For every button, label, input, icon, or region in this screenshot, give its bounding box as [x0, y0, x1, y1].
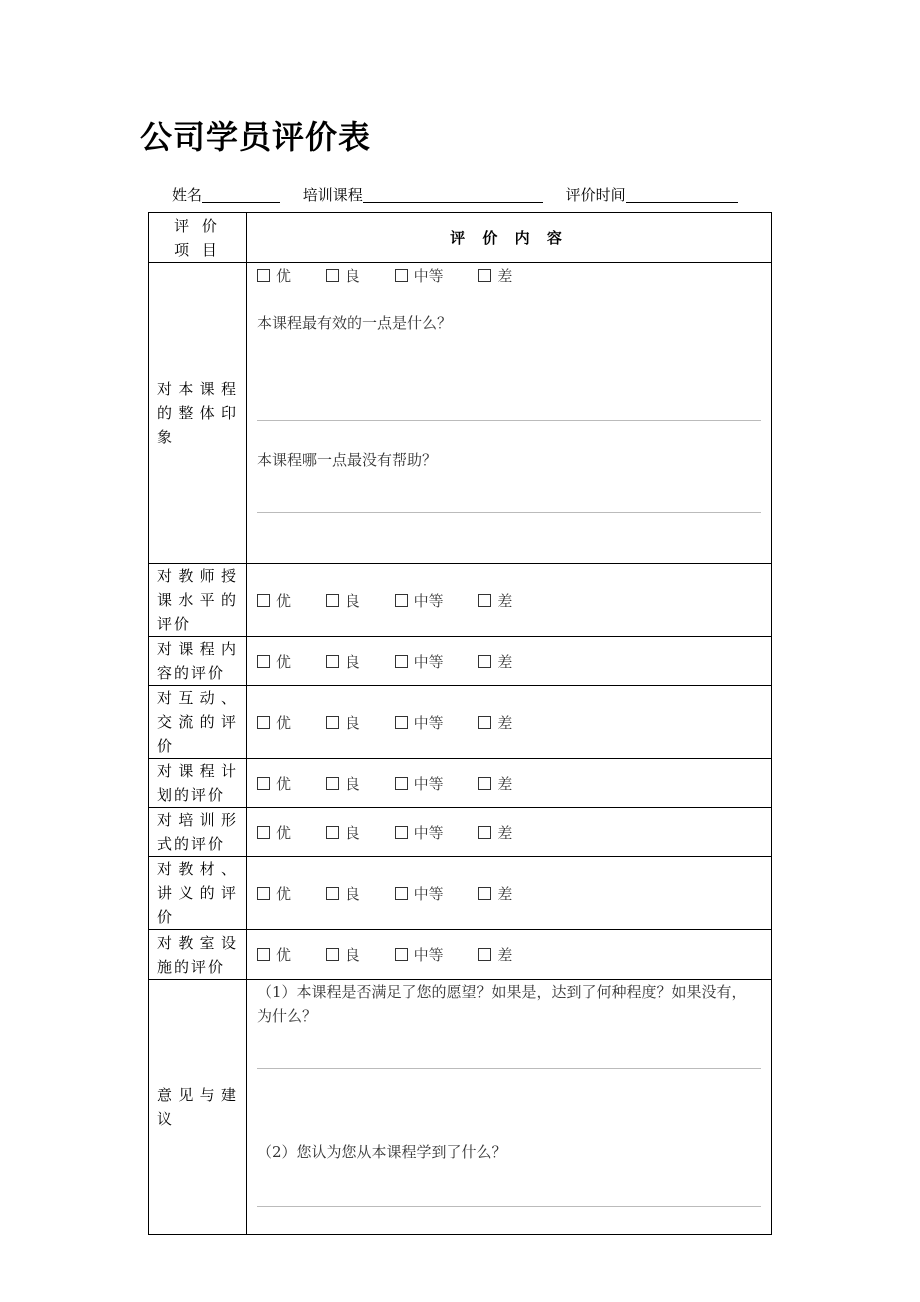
checkbox-icon[interactable]: [326, 655, 339, 668]
overall-content: [247, 263, 772, 564]
course-blank[interactable]: [363, 186, 543, 203]
checkbox-icon[interactable]: [395, 948, 408, 961]
answer-line-2[interactable]: [257, 512, 761, 513]
name-blank[interactable]: [202, 186, 280, 203]
rating-label-format: 对培训形式的评价: [149, 808, 247, 857]
checkbox-icon[interactable]: [395, 594, 408, 607]
option-poor[interactable]: 差: [478, 712, 512, 733]
option-good[interactable]: 良: [326, 822, 360, 843]
checkbox-icon[interactable]: [478, 948, 491, 961]
option-good[interactable]: 良: [326, 944, 360, 965]
rating-row-facilities: [149, 930, 772, 980]
option-average[interactable]: 中等: [395, 590, 444, 611]
checkbox-icon[interactable]: [395, 269, 408, 282]
option-poor[interactable]: 差: [478, 822, 512, 843]
option-poor[interactable]: 差: [478, 883, 512, 904]
checkbox-icon[interactable]: [257, 269, 270, 282]
option-average[interactable]: 中等: [395, 265, 444, 286]
header-content-cell: 评 价 内 容: [247, 213, 772, 263]
rating-row-format: [149, 808, 772, 857]
checkbox-icon[interactable]: [326, 887, 339, 900]
checkbox-icon[interactable]: [478, 269, 491, 282]
checkbox-icon[interactable]: [257, 655, 270, 668]
option-good[interactable]: 良: [326, 590, 360, 611]
option-excellent[interactable]: 优: [257, 712, 291, 733]
suggestions-row: [149, 980, 772, 1235]
checkbox-icon[interactable]: [326, 826, 339, 839]
rating-label-teacher: 对教师授课水平的评价: [149, 564, 247, 637]
checkbox-icon[interactable]: [478, 594, 491, 607]
checkbox-icon[interactable]: [395, 716, 408, 729]
checkbox-icon[interactable]: [478, 826, 491, 839]
rating-row-materials: [149, 857, 772, 930]
rating-row-plan: [149, 759, 772, 808]
option-excellent[interactable]: 优: [257, 822, 291, 843]
rating-row-content: [149, 637, 772, 686]
suggestion-question-2: （2）您认为您从本课程学到了什么？: [257, 1143, 507, 1161]
rating-label-plan: 对课程计划的评价: [149, 759, 247, 808]
evaluation-table: [148, 212, 772, 1235]
checkbox-icon[interactable]: [326, 594, 339, 607]
option-good[interactable]: 良: [326, 265, 360, 286]
option-good[interactable]: 良: [326, 773, 360, 794]
checkbox-icon[interactable]: [478, 716, 491, 729]
checkbox-icon[interactable]: [478, 777, 491, 790]
rating-label-facilities: 对教室设施的评价: [149, 930, 247, 980]
option-poor[interactable]: 差: [478, 773, 512, 794]
option-excellent[interactable]: 优: [257, 265, 291, 286]
checkbox-icon[interactable]: [257, 948, 270, 961]
overall-row: [149, 263, 772, 564]
info-line: [172, 184, 756, 205]
header-item-cell: 评 价 项 目: [149, 213, 247, 263]
checkbox-icon[interactable]: [257, 716, 270, 729]
answer-line-4[interactable]: [257, 1206, 761, 1207]
overall-question-1: 本课程最有效的一点是什么？: [257, 314, 453, 332]
option-poor[interactable]: 差: [478, 590, 512, 611]
time-field[interactable]: [566, 184, 738, 205]
option-good[interactable]: 良: [326, 712, 360, 733]
option-excellent[interactable]: 优: [257, 944, 291, 965]
answer-line-3[interactable]: [257, 1068, 761, 1069]
checkbox-icon[interactable]: [395, 777, 408, 790]
rating-options-facilities: [247, 930, 772, 980]
name-field[interactable]: [172, 184, 280, 205]
course-label: 培训课程: [302, 186, 363, 204]
rating-label-interaction: 对互动、交流的评价: [149, 686, 247, 759]
option-poor[interactable]: 差: [478, 265, 512, 286]
checkbox-icon[interactable]: [326, 716, 339, 729]
checkbox-icon[interactable]: [326, 777, 339, 790]
option-average[interactable]: 中等: [395, 822, 444, 843]
time-label: 评价时间: [565, 186, 626, 204]
rating-options-content: [247, 637, 772, 686]
rating-options-materials: [247, 857, 772, 930]
overall-label: 对本课程的整体印象: [149, 263, 247, 564]
option-excellent[interactable]: 优: [257, 651, 291, 672]
option-average[interactable]: 中等: [395, 712, 444, 733]
rating-options-plan: [247, 759, 772, 808]
rating-row-interaction: [149, 686, 772, 759]
answer-line-1[interactable]: [257, 420, 761, 421]
suggestions-label: 意见与建议: [149, 980, 247, 1235]
option-poor[interactable]: 差: [478, 651, 512, 672]
checkbox-icon[interactable]: [478, 655, 491, 668]
course-field[interactable]: [303, 184, 543, 205]
rating-options-format: [247, 808, 772, 857]
table-header-row: [149, 213, 772, 263]
checkbox-icon[interactable]: [326, 948, 339, 961]
option-average[interactable]: 中等: [395, 944, 444, 965]
checkbox-icon[interactable]: [395, 887, 408, 900]
rating-options-teacher: [247, 564, 772, 637]
overall-question-2: 本课程哪一点最没有帮助？: [257, 451, 438, 469]
rating-options-interaction: [247, 686, 772, 759]
overall-options: [257, 265, 542, 286]
rating-label-content: 对课程内容的评价: [149, 637, 247, 686]
page-title: 公司学员评价表: [140, 118, 372, 156]
option-good[interactable]: 良: [326, 883, 360, 904]
option-poor[interactable]: 差: [478, 944, 512, 965]
checkbox-icon[interactable]: [478, 887, 491, 900]
checkbox-icon[interactable]: [395, 826, 408, 839]
rating-label-materials: 对教材、讲义的评价: [149, 857, 247, 930]
checkbox-icon[interactable]: [257, 826, 270, 839]
name-label: 姓名: [172, 186, 203, 204]
checkbox-icon[interactable]: [257, 594, 270, 607]
option-good[interactable]: 良: [326, 651, 360, 672]
suggestion-question-1: （1）本课程是否满足了您的愿望？如果是，达到了何种程度？如果没有，为什么？: [257, 983, 747, 1025]
time-blank[interactable]: [626, 186, 738, 203]
option-excellent[interactable]: 优: [257, 883, 291, 904]
option-average[interactable]: 中等: [395, 883, 444, 904]
rating-row-teacher: [149, 564, 772, 637]
option-excellent[interactable]: 优: [257, 590, 291, 611]
option-average[interactable]: 中等: [395, 651, 444, 672]
checkbox-icon[interactable]: [395, 655, 408, 668]
checkbox-icon[interactable]: [257, 887, 270, 900]
checkbox-icon[interactable]: [326, 269, 339, 282]
option-average[interactable]: 中等: [395, 773, 444, 794]
checkbox-icon[interactable]: [257, 777, 270, 790]
suggestions-content: [247, 980, 772, 1235]
option-excellent[interactable]: 优: [257, 773, 291, 794]
